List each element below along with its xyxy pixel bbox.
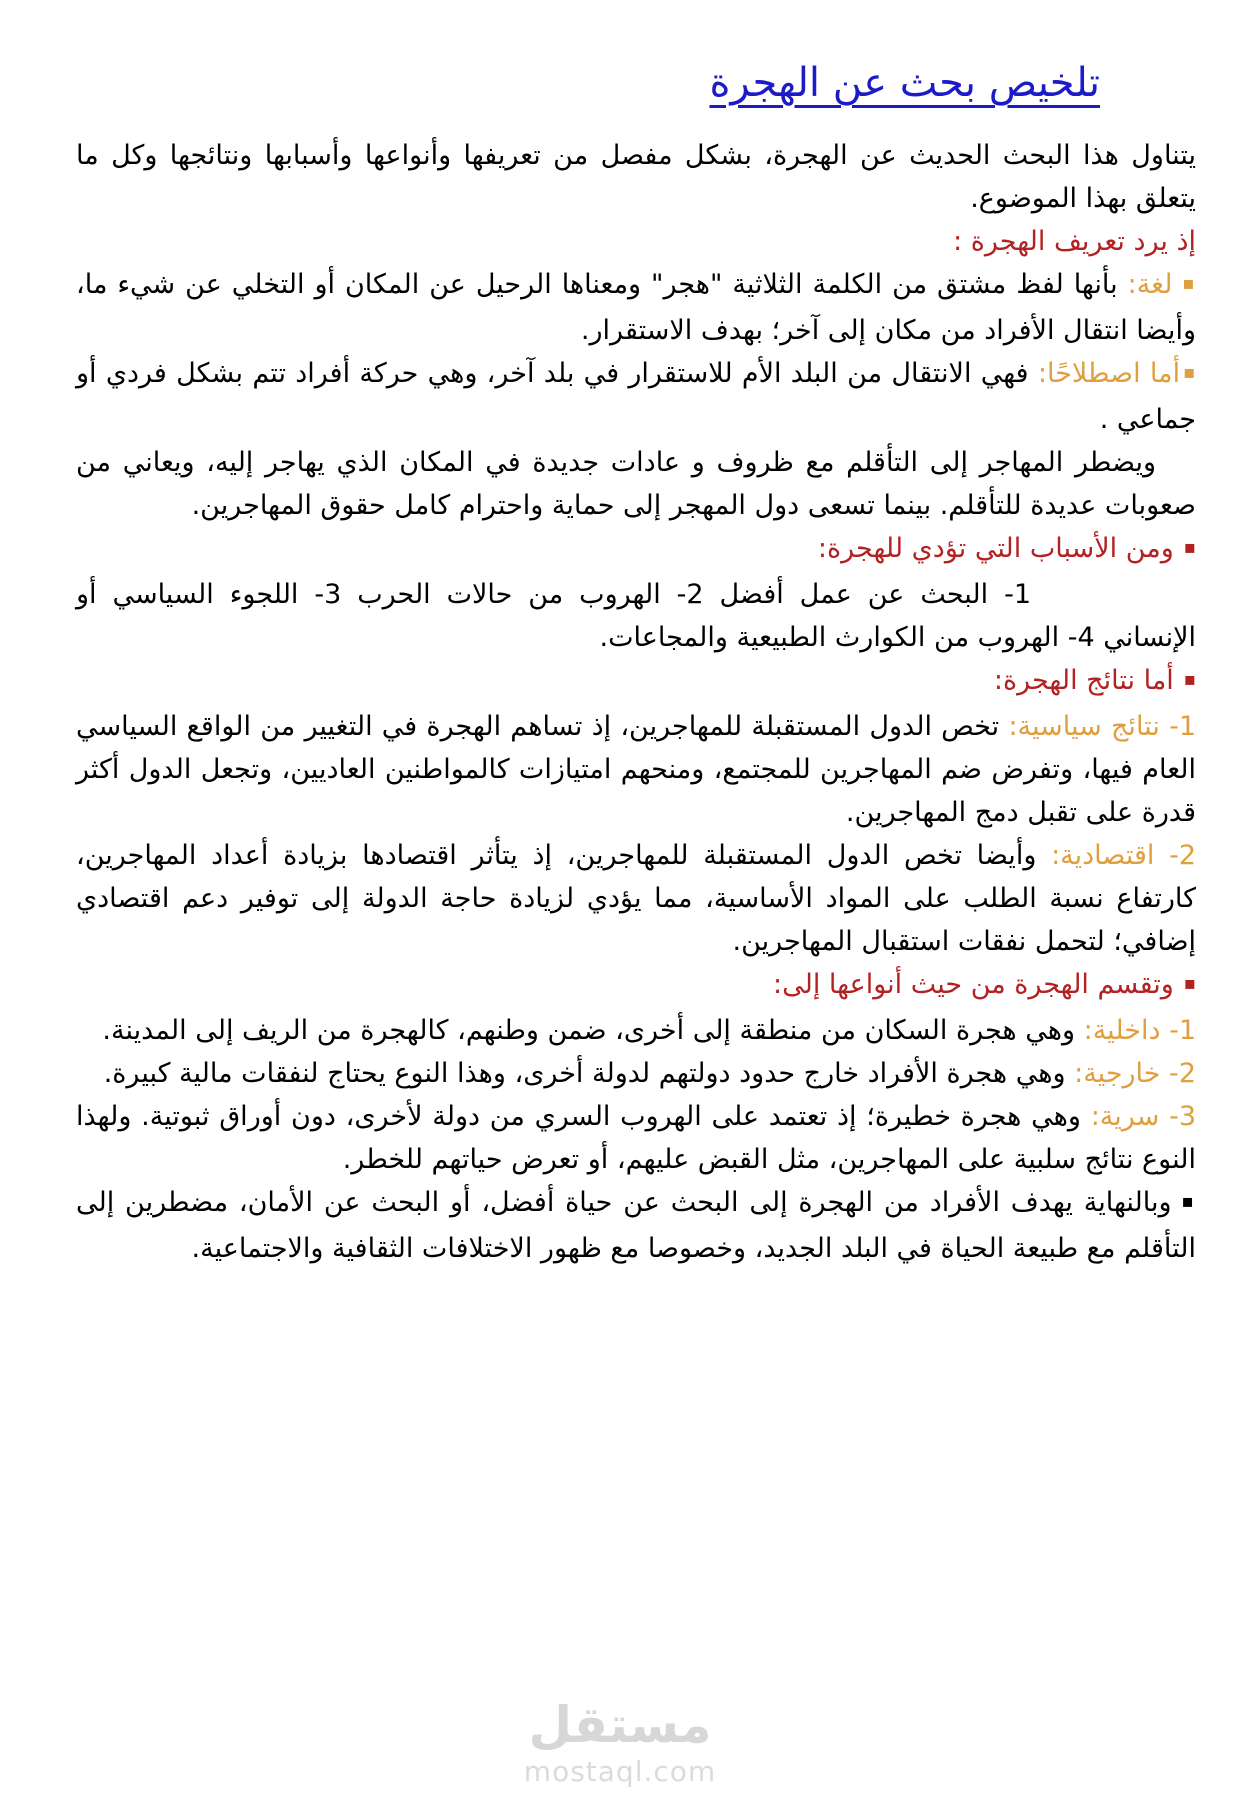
conclusion-paragraph [76,1181,1196,1270]
result-economic [76,834,1196,963]
type-external [76,1052,1196,1095]
term-label: أما اصطلاحًا: [1037,358,1181,389]
term-label: 2- خارجية: [1074,1058,1196,1089]
term-label: 1- داخلية: [1083,1015,1196,1046]
body-text: ويضطر المهاجر إلى التأقلم مع ظروف و عادات جديدة في المكان الذي يهاجر إليه، ويعاني من صعوبات عديدة للتأقلم. بينما تسعى دول المهجر إلى حماية واحترام كامل حقوق المهاجرين. [76,447,1196,521]
bullet-square-icon: ▪ [1182,273,1196,294]
bullet-square-icon: ▪ [1183,669,1196,690]
term-label: 3- سرية: [1090,1101,1197,1132]
adaptation-paragraph [76,441,1196,527]
results-heading [76,659,1196,705]
definition-terminological [76,352,1196,441]
term-label: لغة: [1127,269,1173,300]
body-text: وهي هجرة خطيرة؛ إذ تعتمد على الهروب السري من دولة لأخرى، دون أوراق ثبوتية. ولهذا النوع نتائج سلبية على المهاجرين، مثل القبض عليهم، أو تعرض حياتهم للخطر. [76,1101,1196,1175]
bullet-square-icon: ▪ [1183,973,1196,994]
watermark-site-url: mostaql.com [523,1755,717,1788]
body-text: فهي الانتقال من البلد الأم للاستقرار في بلد آخر، وهي حركة أفراد تتم بشكل فردي أو جماعي . [76,358,1196,435]
watermark [0,1698,1240,1788]
section-heading: وتقسم الهجرة من حيث أنواعها إلى: [773,969,1174,1000]
causes-list [76,573,1196,659]
body-text: وهي هجرة السكان من منطقة إلى أخرى، ضمن وطنهم، كالهجرة من الريف إلى المدينة. [102,1015,1084,1046]
definition-heading [76,220,1196,263]
body-text: 1- البحث عن عمل أفضل 2- الهروب من حالات الحرب 3- اللجوء السياسي أو الإنساني 4- الهروب من الكوارث الطبيعية والمجاعات. [76,579,1196,653]
result-political [76,705,1196,834]
type-internal [76,1009,1196,1052]
type-secret [76,1095,1196,1181]
causes-heading [76,527,1196,573]
body-text: بأنها لفظ مشتق من الكلمة الثلاثية "هجر" ومعناها الرحيل عن المكان أو التخلي عن شيء ما، وأيضا انتقال الأفراد من مكان إلى آخر؛ بهدف الاستقرار. [76,269,1196,346]
body-text: وهي هجرة الأفراد خارج حدود دولتهم لدولة أخرى، وهذا النوع يحتاج لنفقات مالية كبيرة. [103,1058,1075,1089]
bullet-square-icon: ▪ [1183,537,1196,558]
document-body [76,134,1196,1270]
section-heading: إذ يرد تعريف الهجرة : [953,226,1196,257]
section-heading: أما نتائج الهجرة: [993,665,1174,696]
document-title: تلخيص بحث عن الهجرة [709,60,1100,106]
bullet-square-icon: ▪ [1181,1191,1196,1212]
body-text: تخص الدول المستقبلة للمهاجرين، إذ تساهم الهجرة في التغيير من الواقع السياسي العام فيها، وتفرض ضم المهاجرين للمجتمع، ومنحهم امتيازات كالمواطنين العاديين، وتجعل الدول أكثر قدرة على تقبل دمج المهاجرين. [76,711,1196,828]
section-heading: ومن الأسباب التي تؤدي للهجرة: [817,533,1174,564]
intro-paragraph [76,134,1196,220]
document-page [0,58,1240,1270]
definition-linguistic [76,263,1196,352]
types-heading [76,963,1196,1009]
term-label: 1- نتائج سياسية: [1008,711,1196,742]
body-text: وأيضا تخص الدول المستقبلة للمهاجرين، إذ يتأثر اقتصادها بزيادة أعداد المهاجرين، كارتفاع نسبة الطلب على المواد الأساسية، مما يؤدي لزيادة حاجة الدولة إلى توفير دعم اقتصادي إضافي؛ لتحمل نفقات استقبال المهاجرين. [76,840,1196,957]
mostaql-logo: مستقل [528,1696,712,1754]
bullet-square-icon: ▪ [1183,362,1196,383]
term-label: 2- اقتصادية: [1051,840,1196,871]
body-text: يتناول هذا البحث الحديث عن الهجرة، بشكل مفصل من تعريفها وأنواعها وأسبابها ونتائجها وكل ما يتعلق بهذا الموضوع. [76,140,1196,214]
body-text: وبالنهاية يهدف الأفراد من الهجرة إلى البحث عن حياة أفضل، أو البحث عن الأمان، مضطرين إلى التأقلم مع طبيعة الحياة في البلد الجديد، وخصوصا مع ظهور الاختلافات الثقافية والاجتماعية. [76,1187,1196,1264]
